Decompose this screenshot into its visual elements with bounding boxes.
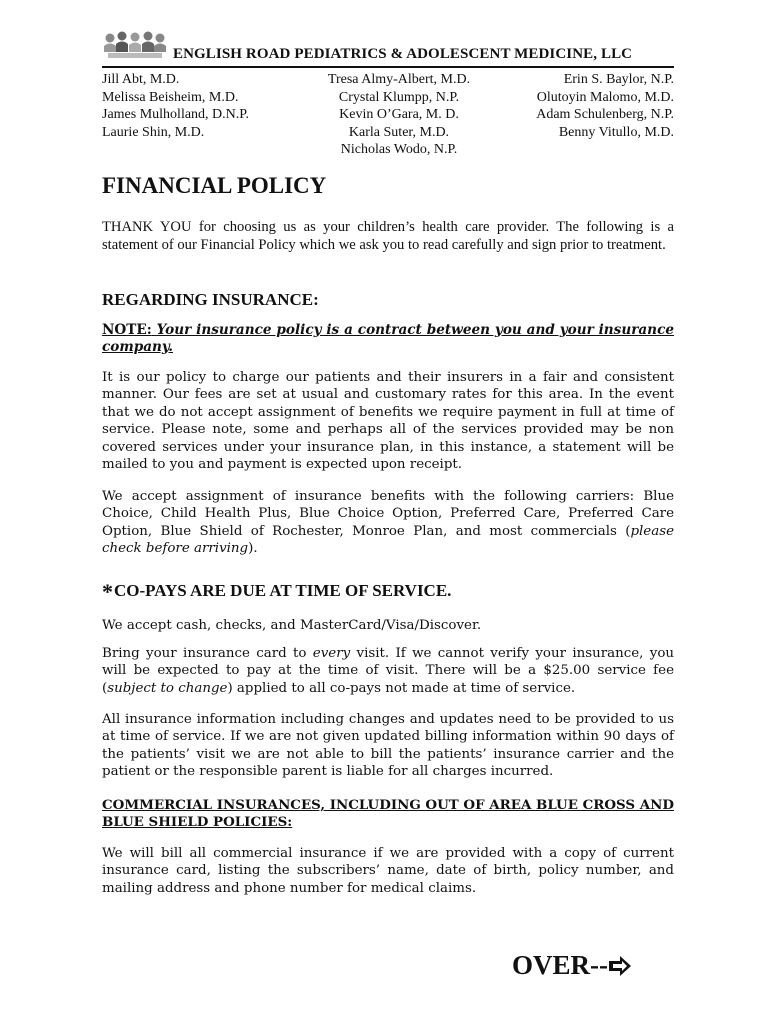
staff-column-3	[536, 71, 674, 141]
staff-column-1	[102, 71, 249, 141]
over-indicator	[512, 950, 632, 981]
carriers-paragraph	[102, 488, 674, 558]
note-label: NOTE:	[102, 322, 152, 338]
carriers-text: We accept assignment of insurance benefits with the following carriers: Blue Choice, Child Health Plus, Blue Choice Option, Preferred Care, Preferred Care Option, Blue Shield of Rochester, Monroe Plan, and most commercials (	[102, 489, 674, 539]
staff-name: Laurie Shin, M.D.	[102, 124, 205, 140]
updates-paragraph: All insurance information including changes and updates need to be provided to us at time of service. If we are not given updated billing information within 90 days of the patients’ visit we are not able to bill the patients’ insurance carrier and the patient or the responsible parent is liable for all charges incurred.	[102, 712, 674, 780]
staff-name: Nicholas Wodo, N.P.	[340, 142, 458, 157]
staff-name: Karla Suter, M.D.	[348, 124, 450, 140]
copays-heading	[102, 579, 451, 605]
card-text-a: Bring your insurance card to	[102, 646, 313, 661]
staff-name: Jill Abt, M.D.	[102, 72, 180, 87]
staff-name: Tresa Almy-Albert, M.D.	[327, 72, 471, 87]
card-text-c: ) applied to all co-pays not made at time of service.	[227, 680, 576, 696]
card-text-every: every	[312, 646, 351, 661]
staff-name: Melissa Beisheim, M.D.	[102, 89, 239, 105]
over-label: OVER--	[512, 950, 608, 980]
insurance-note	[102, 322, 674, 357]
carriers-check-note: please check before arriving	[102, 523, 674, 557]
insurance-policy-paragraph: It is our policy to charge our patients and their insurers in a fair and consistent manner. Our fees are set at usual and customary rates for this area. In the event that we do not accept assignment of benefits we require payment in full at time of service. Please note, some and perhaps all of the services provided may be non covered services under your insurance plan, in this instance, a statement will be mailed to you and payment is expected upon receipt.	[102, 370, 674, 473]
staff-name: Olutoyin Malomo, M.D.	[536, 89, 674, 105]
header-divider	[102, 66, 674, 68]
staff-column-2	[294, 71, 504, 159]
staff-name: Kevin O’Gara, M. D.	[339, 107, 459, 122]
intro-paragraph: THANK YOU for choosing us as your children’s health care provider. The following is a statement of our Financial Policy which we ask you to read carefully and sign prior to treatment.	[102, 219, 674, 253]
copays-heading-text: CO-PAYS ARE DUE AT TIME OF SERVICE.	[114, 581, 452, 600]
asterisk: *	[102, 579, 113, 604]
staff-name: Benny Vitullo, M.D.	[558, 124, 674, 140]
carriers-end: ).	[248, 541, 258, 557]
note-text: Your insurance policy is a contract between you and your insurance company.	[102, 322, 674, 356]
staff-name: James Mulholland, D.N.P.	[102, 107, 249, 122]
commercial-heading: COMMERCIAL INSURANCES, INCLUDING OUT OF AREA BLUE CROSS AND BLUE SHIELD POLICIES:	[102, 797, 674, 831]
insurance-card-paragraph	[102, 645, 674, 697]
staff-name: Crystal Klumpp, N.P.	[338, 89, 460, 105]
staff-name: Erin S. Baylor, N.P.	[563, 72, 674, 87]
card-text-subject: subject to change	[107, 680, 228, 696]
payment-methods: We accept cash, checks, and MasterCard/Visa/Discover.	[102, 618, 482, 633]
children-group-logo-icon	[100, 30, 174, 60]
right-arrow-icon	[608, 955, 632, 977]
staff-name: Adam Schulenberg, N.P.	[536, 107, 674, 122]
insurance-heading: REGARDING INSURANCE:	[102, 290, 319, 309]
card-text-b: visit. If we cannot verify your insurance, you will be expected to pay at the time of visit. There will be a $25.00 service fee (	[102, 646, 675, 696]
commercial-paragraph: We will bill all commercial insurance if we are provided with a copy of current insurance card, listing the subscribers’ name, date of birth, policy number, and mailing address and phone number for medical claims.	[102, 846, 674, 896]
page-title: FINANCIAL POLICY	[102, 173, 327, 198]
practice-name: ENGLISH ROAD PEDIATRICS & ADOLESCENT MEDICINE, LLC	[173, 46, 633, 62]
